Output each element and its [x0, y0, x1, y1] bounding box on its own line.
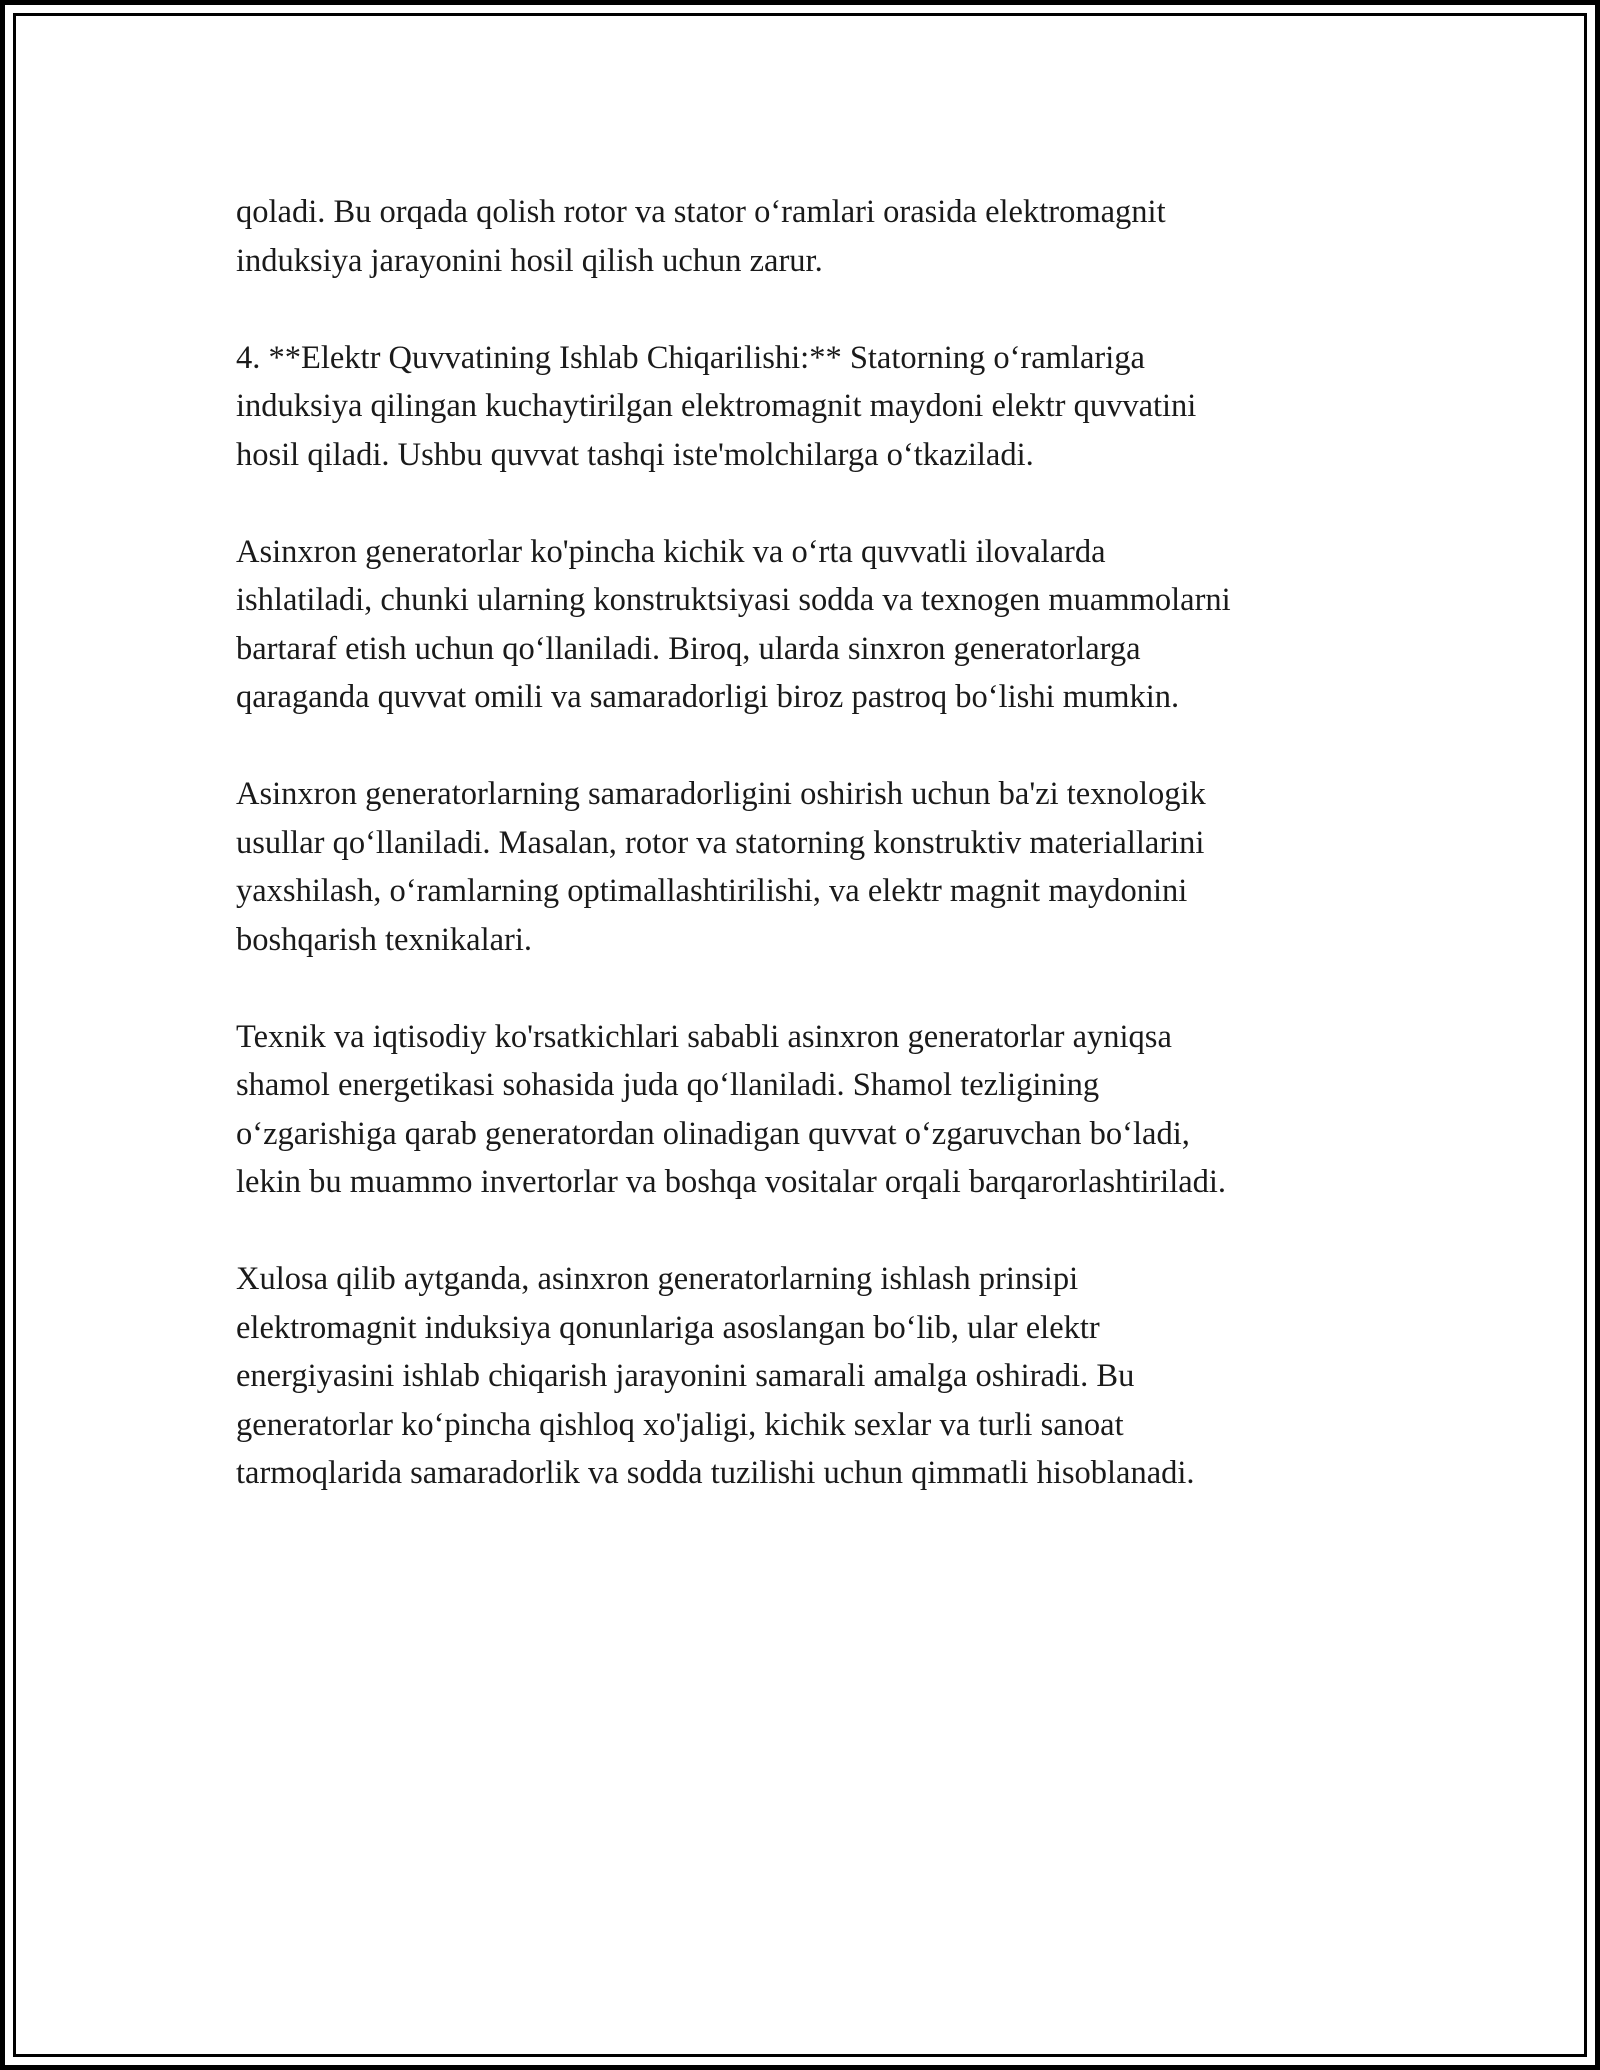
text-line: induksiya jarayonini hosil qilish uchun zarur.	[236, 242, 823, 279]
text-line: qoladi. Bu orqada qolish rotor va stator o‘ramlari orasida elektromagnit	[236, 194, 1166, 230]
text-line: usullar qo‘llaniladi. Masalan, rotor va statorning konstruktiv materiallarini	[236, 824, 1205, 861]
text-line: induksiya qilingan kuchaytirilgan elektromagnit maydoni elektr quvvatini	[236, 388, 1197, 424]
text-line: energiyasini ishlab chiqarish jarayonini samarali amalga oshiradi. Bu	[236, 1358, 1135, 1394]
text-line: bartaraf etish uchun qo‘llaniladi. Biroq, ularda sinxron generatorlarga	[236, 630, 1141, 667]
text-line: Asinxron generatorlar ko'pincha kichik va o‘rta quvvatli ilovalarda	[236, 533, 1106, 570]
text-line: hosil qiladi. Ushbu quvvat tashqi iste'molchilarga o‘tkaziladi.	[236, 436, 1034, 473]
paragraph-2	[236, 334, 1396, 480]
text-line: elektromagnit induksiya qonunlariga asoslangan bo‘lib, ular elektr	[236, 1309, 1100, 1346]
text-line: yaxshilash, o‘ramlarning optimallashtirilishi, va elektr magnit maydonini	[236, 873, 1188, 909]
text-line: Texnik va iqtisodiy ko'rsatkichlari sababli asinxron generatorlar ayniqsa	[236, 1018, 1172, 1055]
text-line: qaraganda quvvat omili va samaradorligi biroz pastroq bo‘lishi mumkin.	[236, 679, 1180, 715]
text-line: shamol energetikasi sohasida juda qo‘llaniladi. Shamol tezligining	[236, 1067, 1100, 1103]
paragraph-6	[236, 1255, 1396, 1498]
text-line: boshqarish texnikalari.	[236, 921, 533, 958]
paragraph-4	[236, 770, 1396, 964]
paragraph-1	[236, 188, 1396, 285]
text-line: Xulosa qilib aytganda, asinxron generatorlarning ishlash prinsipi	[236, 1261, 1079, 1297]
text-line: ishlatiladi, chunki ularning konstruktsiyasi sodda va texnogen muammolarni	[236, 582, 1231, 618]
text-line: lekin bu muammo invertorlar va boshqa vositalar orqali barqarorlashtiriladi.	[236, 1164, 1227, 1200]
paragraph-3	[236, 528, 1396, 722]
text-line: o‘zgarishiga qarab generatordan olinadigan quvvat o‘zgaruvchan bo‘ladi,	[236, 1115, 1190, 1152]
document-body	[236, 188, 1396, 1546]
text-line: 4. **Elektr Quvvatining Ishlab Chiqarilishi:** Statorning o‘ramlariga	[236, 339, 1145, 376]
text-line: tarmoqlarida samaradorlik va sodda tuzilishi uchun qimmatli hisoblanadi.	[236, 1455, 1195, 1491]
text-line: generatorlar ko‘pincha qishloq xo'jaligi, kichik sexlar va turli sanoat	[236, 1406, 1124, 1443]
text-line: Asinxron generatorlarning samaradorligini oshirish uchun ba'zi texnologik	[236, 776, 1206, 812]
paragraph-5	[236, 1013, 1396, 1207]
